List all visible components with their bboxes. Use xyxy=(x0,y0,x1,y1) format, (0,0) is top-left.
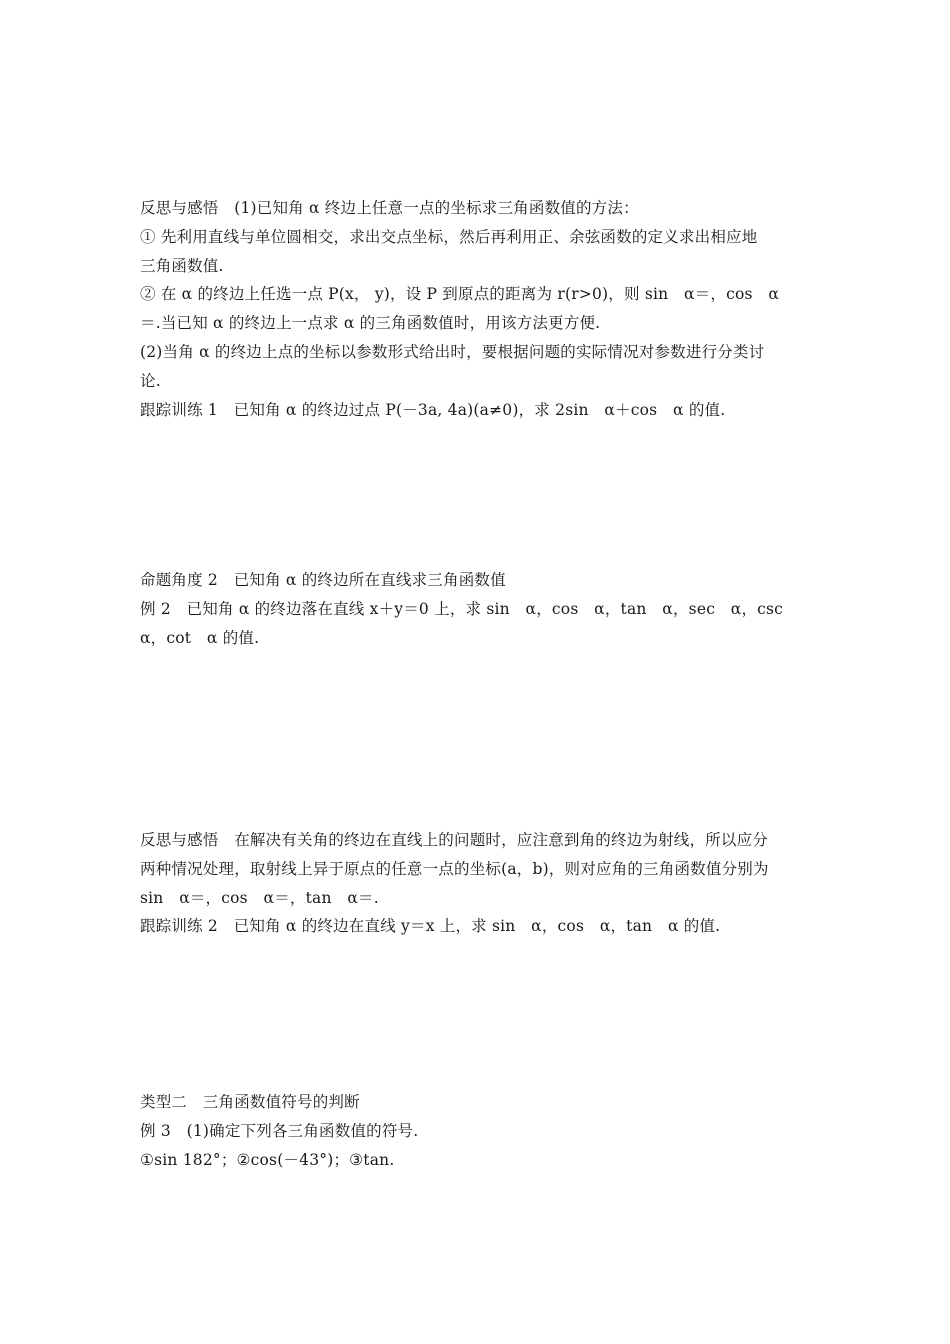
text-line: 论. xyxy=(140,371,161,390)
section-heading: 命题角度 2 已知角 α 的终边所在直线求三角函数值 xyxy=(140,571,506,589)
text-line: ① 先利用直线与单位圆相交，求出交点坐标，然后再利用正、余弦函数的定义求出相应地 xyxy=(140,227,758,246)
text-line: 反思与感悟 在解决有关角的终边在直线上的问题时，应注意到角的终边为射线，所以应分 xyxy=(140,831,769,849)
text-line: ①sin 182°；②cos(－43°)；③tan. xyxy=(140,1150,395,1169)
text-line: (2)当角 α 的终边上点的坐标以参数形式给出时，要根据问题的实际情况对参数进行分类讨 xyxy=(140,342,765,361)
text-line: 两种情况处理，取射线上异于原点的任意一点的坐标(a，b)，则对应角的三角函数值分别为 xyxy=(140,859,769,878)
type-two-section xyxy=(140,1088,815,1174)
text-line: 反思与感悟 (1)已知角 α 终边上任意一点的坐标求三角函数值的方法： xyxy=(140,199,639,217)
example-2: 例 2 已知角 α 的终边落在直线 x＋y＝0 上，求 sin α，cos α，tan α，sec α，csc xyxy=(140,599,784,618)
reflection-section-2 xyxy=(140,826,815,941)
exercise-1: 跟踪训练 1 已知角 α 的终边过点 P(－3a, 4a)(a≠0)，求 2sin α＋cos α 的值. xyxy=(140,400,726,419)
text-line: ＝.当已知 α 的终边上一点求 α 的三角函数值时，用该方法更方便. xyxy=(140,314,601,333)
text-line: α，cot α 的值. xyxy=(140,628,260,647)
section-heading: 类型二 三角函数值符号的判断 xyxy=(140,1093,360,1111)
example-3: 例 3 (1)确定下列各三角函数值的符号. xyxy=(140,1121,419,1140)
text-line: sin α＝，cos α＝，tan α＝. xyxy=(140,888,379,907)
proposition-angle-2-section xyxy=(140,566,815,652)
text-line: ② 在 α 的终边上任选一点 P(x， y)，设 P 到原点的距离为 r(r>0)，则 sin α＝，cos α xyxy=(140,285,780,304)
exercise-2: 跟踪训练 2 已知角 α 的终边在直线 y＝x 上，求 sin α，cos α，tan α 的值. xyxy=(140,917,721,936)
text-line: 三角函数值. xyxy=(140,256,224,275)
reflection-section-1 xyxy=(140,194,815,424)
